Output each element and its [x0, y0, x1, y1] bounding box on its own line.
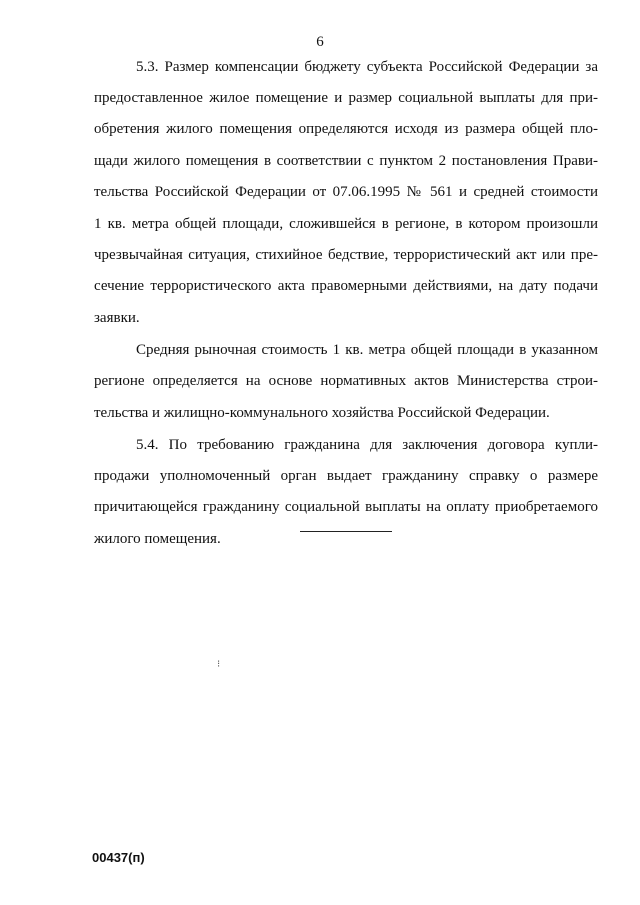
page-number: 6 — [316, 34, 324, 50]
text-line: щади жилого помещения в соответствии с пунктом 2 постановления Прави- — [94, 153, 598, 169]
end-separator-line — [300, 531, 392, 532]
text-line: 5.4. По требованию гражданина для заключения договора купли- — [136, 437, 598, 453]
text-line: жилого помещения. — [94, 531, 221, 547]
text-line: регионе определяется на основе нормативных актов Министерства строи- — [94, 373, 598, 389]
text-line: причитающейся гражданину социальной выплаты на оплату приобретаемого — [94, 499, 598, 515]
text-line: тельства и жилищно-коммунального хозяйства Российской Федерации. — [94, 405, 550, 421]
text-line: тельства Российской Федерации от 07.06.1995 № 561 и средней стоимости — [94, 184, 598, 200]
text-line: продажи уполномоченный орган выдает гражданину справку о размере — [94, 468, 598, 484]
text-line: Средняя рыночная стоимость 1 кв. метра общей площади в указанном — [136, 342, 598, 358]
text-line: сечение террористического акта правомерными действиями, на дату подачи — [94, 278, 598, 294]
text-line: предоставленное жилое помещение и размер социальной выплаты для при- — [94, 90, 598, 106]
text-line: чрезвычайная ситуация, стихийное бедствие, террористический акт или пре- — [94, 247, 598, 263]
text-line: заявки. — [94, 310, 140, 326]
text-line: 1 кв. метра общей площади, сложившейся в регионе, в котором произошли — [94, 216, 598, 232]
scan-speck: ⁝ — [217, 659, 221, 670]
document-code: 00437(п) — [92, 850, 145, 865]
text-line: 5.3. Размер компенсации бюджету субъекта Российской Федерации за — [136, 59, 598, 75]
text-line: обретения жилого помещения определяются исходя из размера общей пло- — [94, 121, 598, 137]
